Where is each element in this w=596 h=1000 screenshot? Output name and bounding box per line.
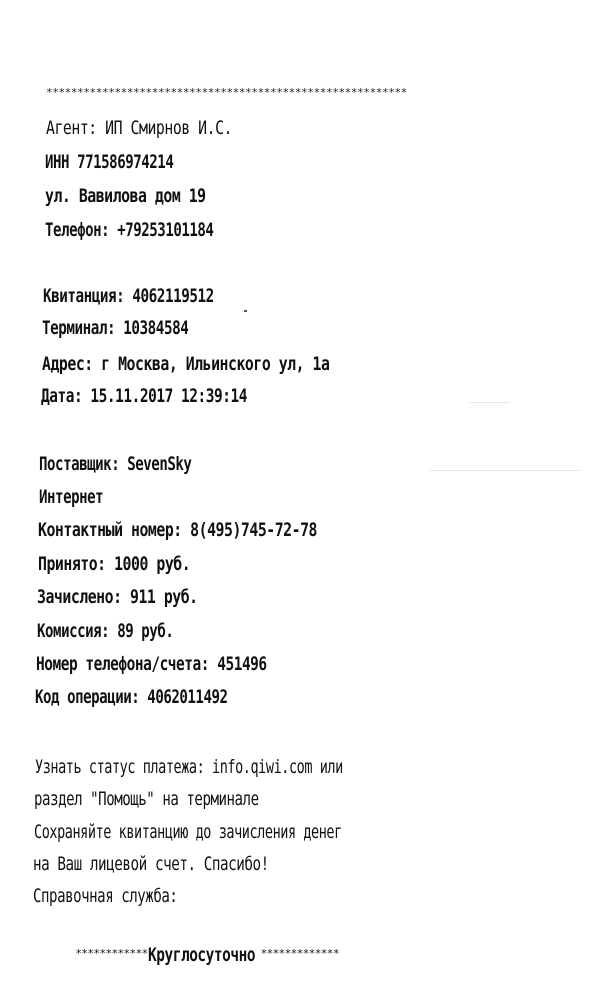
provider: Поставщик: SevenSky [39, 453, 192, 475]
agent-inn: ИНН 771586974214 [45, 151, 174, 173]
footer-keep-receipt: Сохраняйте квитанцию до зачисления денег [34, 821, 342, 843]
amount-credited: Зачислено: 911 руб. [37, 586, 198, 608]
footer-help-section: раздел "Помощь" на терминале [34, 788, 259, 810]
agent-address: ул. Вавилова дом 19 [45, 185, 206, 207]
service: Интернет [39, 486, 104, 508]
footer-round-the-clock [32, 918, 339, 991]
operation-code: Код операции: 4062011492 [35, 686, 228, 708]
header-separator: ********************************************************** [46, 86, 407, 99]
transaction-date: Дата: 15.11.2017 12:39:14 [41, 385, 247, 407]
scan-smudge [470, 402, 510, 403]
receipt-number: Квитанция: 4062119512 [43, 285, 214, 307]
footer-stars-left: ************ [75, 947, 148, 960]
scan-speck [244, 310, 247, 312]
footer-stars-right: ************* [260, 947, 339, 960]
terminal-address: Адрес: г Москва, Ильинского ул, 1а [42, 353, 330, 375]
contact-number: Контактный номер: 8(495)745-72-78 [38, 519, 317, 541]
terminal-number: Терминал: 10384584 [42, 317, 189, 339]
agent-name: Агент: ИП Смирнов И.С. [46, 117, 233, 139]
footer-help-service: Справочная служба: [33, 885, 178, 907]
commission: Комиссия: 89 руб. [37, 620, 174, 642]
amount-accepted: Принято: 1000 руб. [38, 553, 191, 575]
footer-thanks: на Ваш лицевой счет. Спасибо! [33, 853, 269, 875]
round-the-clock-label: Круглосуточно [147, 944, 255, 966]
agent-phone: Телефон: +79253101184 [45, 219, 214, 241]
footer-status-info: Узнать статус платежа: info.qiwi.com или [35, 756, 343, 778]
scan-smudge [430, 470, 580, 471]
account-number: Номер телефона/счета: 451496 [36, 653, 267, 675]
